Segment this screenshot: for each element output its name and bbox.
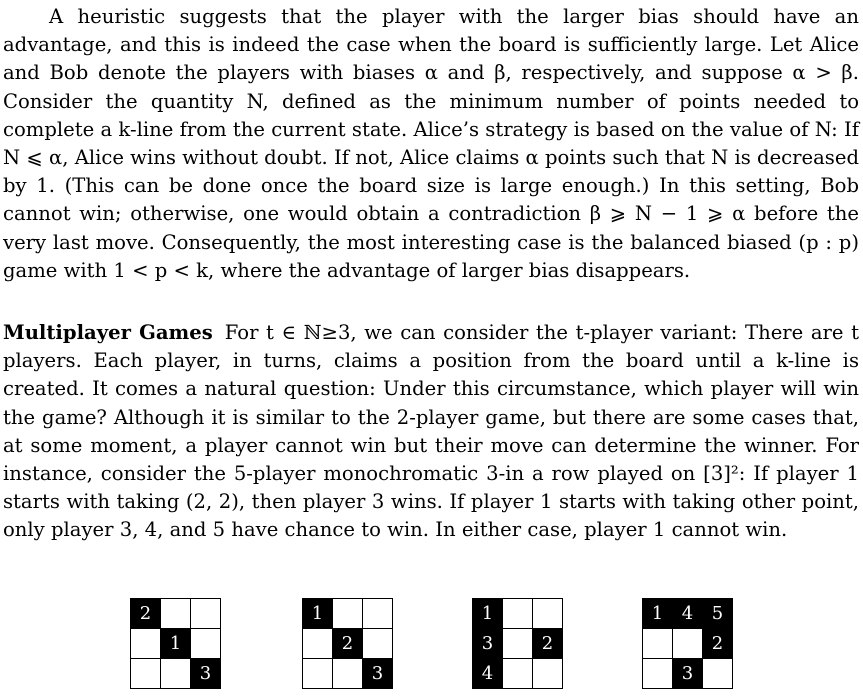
board-cell	[643, 629, 673, 659]
board-cell: 2	[333, 629, 363, 659]
board-cell	[303, 629, 333, 659]
game-board-2	[302, 598, 393, 689]
board-cell: 3	[363, 659, 393, 689]
board-cell	[131, 629, 161, 659]
board-cell: 3	[673, 659, 703, 689]
board-cell	[503, 599, 533, 629]
board-cell	[503, 659, 533, 689]
board-cell	[533, 599, 563, 629]
board-cell	[161, 599, 191, 629]
board-cell: 2	[533, 629, 563, 659]
game-board-4	[642, 598, 733, 689]
game-board-1	[130, 598, 221, 689]
board-cell	[333, 659, 363, 689]
board-cell: 1	[161, 629, 191, 659]
board-cell	[191, 599, 221, 629]
board-cell: 2	[131, 599, 161, 629]
game-board-3	[472, 598, 563, 689]
board-cell	[703, 659, 733, 689]
board-cell	[333, 599, 363, 629]
board-cell: 5	[703, 599, 733, 629]
paragraph-bias-heuristic: A heuristic suggests that the player with the larger bias should have an advantage, and this is indeed the case when the board is sufficiently large. Let Alice and Bob denote the players with biases α and β, respectively, and suppose α > β. Consider the quantity N, defined as the minimum number of points needed to complete a k-line from the current state. Alice’s strategy is based on the value of N: If N ⩽ α, Alice wins without doubt. If not, Alice claims α points such that N is decreased by 1. (This can be done once the board size is large enough.) In this setting, Bob cannot win; otherwise, one would obtain a contradiction β ⩾ N − 1 ⩾ α before the very last move. Consequently, the most interesting case is the balanced biased (p : p) game with 1 < p < k, where the advantage of larger bias disappears.	[3, 5, 859, 282]
board-cell: 1	[643, 599, 673, 629]
board-cell: 1	[473, 599, 503, 629]
board-cell	[161, 659, 191, 689]
board-cell	[643, 659, 673, 689]
board-cell	[673, 629, 703, 659]
board-cell	[303, 659, 333, 689]
run-in-heading: Multiplayer Games	[3, 321, 213, 344]
board-cell: 4	[673, 599, 703, 629]
board-cell	[503, 629, 533, 659]
board-cell: 3	[473, 629, 503, 659]
board-cell	[363, 599, 393, 629]
board-cell	[131, 659, 161, 689]
paragraph-multiplayer-games	[3, 319, 859, 545]
board-cell: 4	[473, 659, 503, 689]
board-cell: 2	[703, 629, 733, 659]
board-cell	[533, 659, 563, 689]
board-cell: 3	[191, 659, 221, 689]
paragraph-body: For t ∈ ℕ≥3, we can consider the t-player variant: There are t players. Each player, in turns, claims a position from the board until a k-line is created. It comes a natural question: Under this circumstance, which player will win the game? Although it is similar to the 2-player game, but there are some cases that, at some moment, a player cannot win but their move can determine the winner. For instance, consider the 5-player monochromatic 3-in a row played on [3]²: If player 1 starts with taking (2, 2), then player 3 wins. If player 1 starts with taking other point, only player 3, 4, and 5 have chance to win. In either case, player 1 cannot win.	[3, 321, 859, 542]
board-cell: 1	[303, 599, 333, 629]
board-cell	[191, 629, 221, 659]
board-cell	[363, 629, 393, 659]
